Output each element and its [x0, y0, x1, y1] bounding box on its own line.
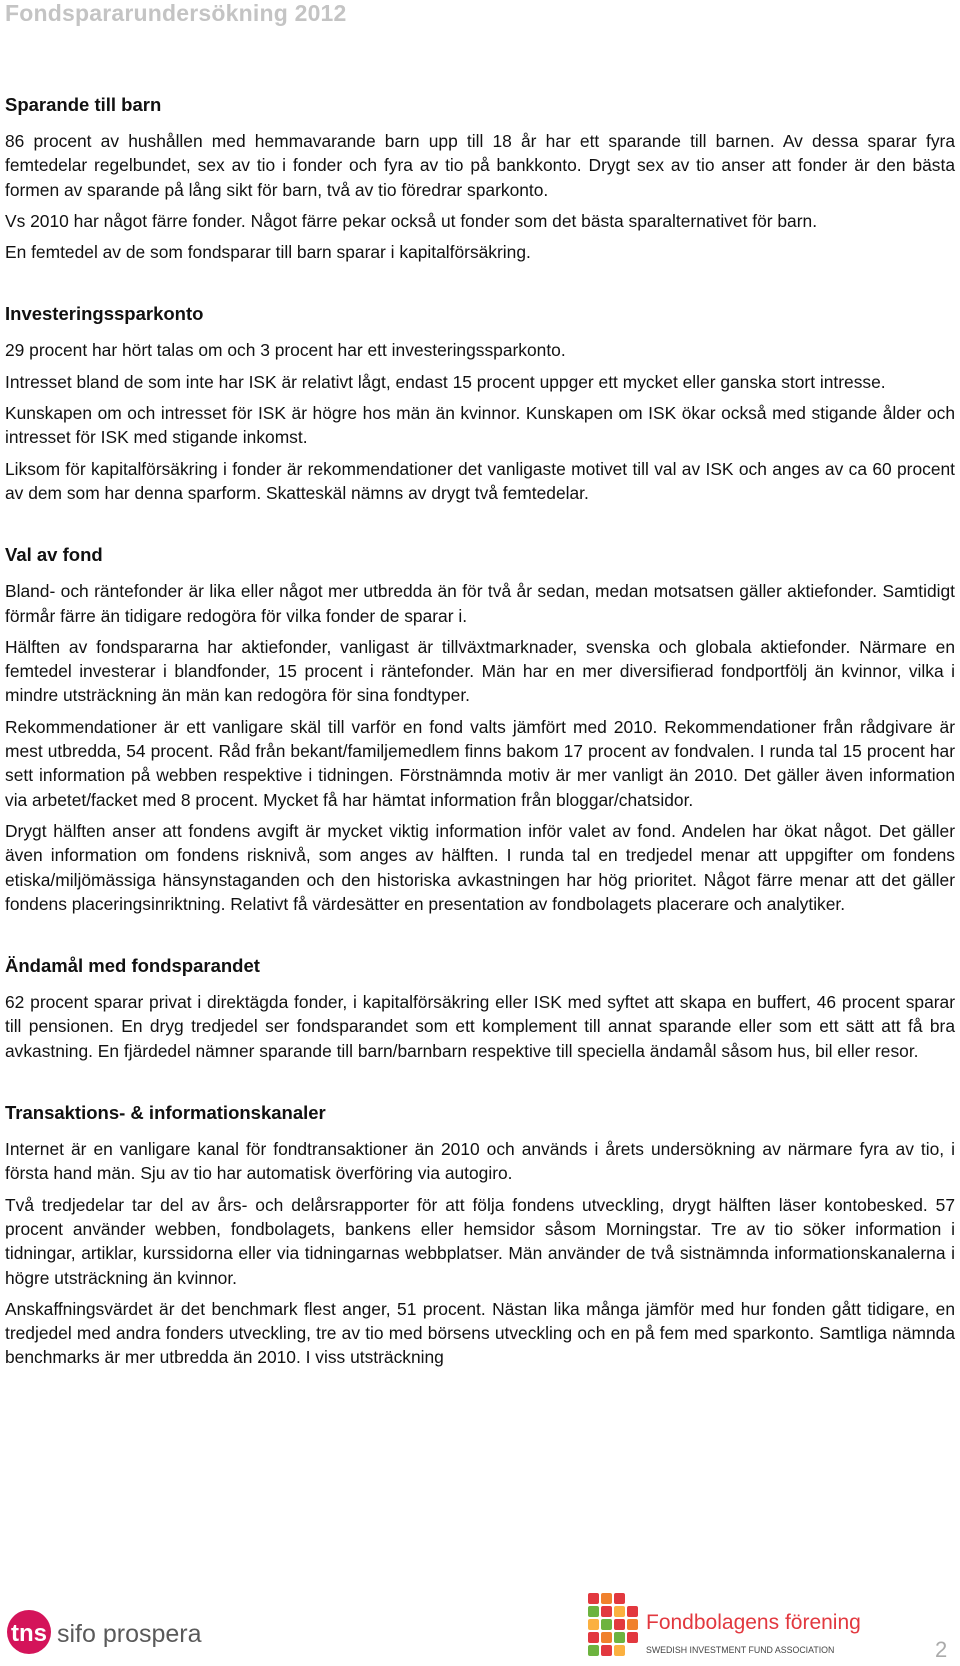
paragraph: En femtedel av de som fondsparar till barn sparar i kapitalförsäkring. [5, 242, 531, 263]
paragraph: 86 procent av hushållen med hemmavarande barn upp till 18 år har ett sparande till barnen. Av dessa sparar fyra femtedelar regelbundet, sex av tio i fonder och fyra av tio på bankkonto. Drygt sex av tio anser att fonder är den bästa formen av sparande på lång sikt för barn, två av tio föredrar sparkonto. [5, 131, 955, 200]
paragraph: 62 procent sparar privat i direktägda fonder, i kapitalförsäkring eller ISK med syftet att skapa en buffert, 46 procent sparar till pensionen. En dryg tredjedel ser fondsparandet som ett komplement till annat sparande eller som ett sätt att få bra avkastning. En fjärdedel nämner sparande till barn/barnbarn respektive till speciella ändamål såsom hus, bil eller resor. [5, 992, 955, 1061]
section-heading: Ändamål med fondsparandet [5, 955, 260, 977]
page-number: 2 [935, 1637, 948, 1662]
paragraph: Två tredjedelar tar del av års- och delårsrapporter för att följa fondens utveckling, drygt hälften läser kontobesked. 57 procent använder webben, fondbolagets, bankens eller hemsidor såsom Morningstar. Tre av tio söker information i tidningar, artiklar, kurssidorna eller via tidningarnas webbplatser. Män använder de två sistnämnda informationskanalerna i högre utsträckning än kvinnor. [5, 1194, 955, 1288]
tns-wordmark: tns [11, 1620, 47, 1647]
paragraph: Hälften av fondspararna har aktiefonder, vanligast är tillväxtmarknader, svenska och globala aktiefonder. Närmare en femtedel investerar i blandfonder, 15 procent i räntefonder. Män har en mer diversifierad fondportfölj än kvinnor, vilka i mindre utsträckning än män kan redogöra för sina fondtyper. [5, 636, 955, 706]
sifo-prospera-wordmark: sifo prospera [57, 1620, 202, 1648]
paragraph: Vs 2010 har något färre fonder. Något färre pekar också ut fonder som det bästa sparalternativet för barn. [5, 210, 818, 231]
fondbolagens-subtitle: SWEDISH INVESTMENT FUND ASSOCIATION [646, 1645, 835, 1655]
section-val-av-fond [5, 543, 955, 916]
paragraph: Rekommendationer är ett vanligare skäl till varför en fond valts jämfört med 2010. Rekommendationer från rådgivare är mest utbredda, 54 procent. Råd från bekant/familjemedlem finns bakom 17 procent av fondvalen. I runda tal 15 procent har sett information på webben respektive i tidningen. Förstnämnda motiv är mer vanligt än 2010. Det gäller även information via arbetet/facket med 8 procent. Mycket få har hämtat information från bloggar/chatsidor. [5, 716, 955, 810]
paragraph: Anskaffningsvärdet är det benchmark flest anger, 51 procent. Nästan lika många jämför med hur fonden gått tidigare, en tredjedel med andra fonders utveckling, tre av tio med börsens utveckling och en på fem med sparkonto. Samtliga nämnda benchmarks är mer utbredda än 2010. I viss utsträckning [5, 1298, 955, 1368]
fondbolagens-wordmark: Fondbolagens förening [646, 1611, 861, 1634]
tns-sifo-prospera-logo [5, 1600, 205, 1660]
paragraph: Intresset bland de som inte har ISK är relativt lågt, endast 15 procent uppger ett mycket eller ganska stort intresse. [5, 371, 886, 392]
paragraph: Internet är en vanligare kanal för fondtransaktioner än 2010 och används i årets undersökning av närmare fyra av tio, i första hand män. Sju av tio har automatisk överföring via autogiro. [5, 1139, 955, 1184]
section-andamal [5, 954, 955, 1063]
section-heading: Investeringssparkonto [5, 303, 204, 325]
color-grid-icon [588, 1593, 638, 1656]
fondbolagens-forening-logo [588, 1593, 918, 1663]
paragraph: Drygt hälften anser att fondens avgift är mycket viktig information inför valet av fond. Andelen har ökat något. Det gäller även information om fondens risknivå, som anges av hälften. I runda tal en tredjedel menar att uppgifter om fondens etiska/miljömässiga hänsynstaganden och den historiska avkastningen har hög prioritet. Något färre menar att det gäller fondens placeringsinriktning. Relativt få värdesätter en presentation av fondbolagets placerare och analytiker. [5, 820, 955, 914]
paragraph: 29 procent har hört talas om och 3 procent har ett investeringssparkonto. [5, 340, 566, 361]
section-transaktionskanaler [5, 1101, 955, 1370]
document-header: Fondspararundersökning 2012 [5, 0, 347, 26]
section-investeringssparkonto [5, 302, 955, 505]
section-heading: Sparande till barn [5, 94, 162, 115]
section-sparande-till-barn [5, 93, 955, 264]
section-heading: Transaktions- & informationskanaler [5, 1102, 326, 1124]
document-body [5, 93, 955, 1408]
section-heading: Val av fond [5, 544, 103, 566]
paragraph: Bland- och räntefonder är lika eller något mer utbredda än för två år sedan, medan motsatsen gäller aktiefonder. Samtidigt förmår färre än tidigare redogöra för vilka fonder de sparar i. [5, 581, 955, 626]
paragraph: Liksom för kapitalförsäkring i fonder är rekommendationer det vanligaste motivet till val av ISK och anges av ca 60 procent av dem som har denna sparform. Skatteskäl nämns av drygt två femtedelar. [5, 458, 955, 503]
paragraph: Kunskapen om och intresset för ISK är högre hos män än kvinnor. Kunskapen om ISK ökar också med stigande ålder och intresset för ISK med stigande inkomst. [5, 403, 955, 448]
